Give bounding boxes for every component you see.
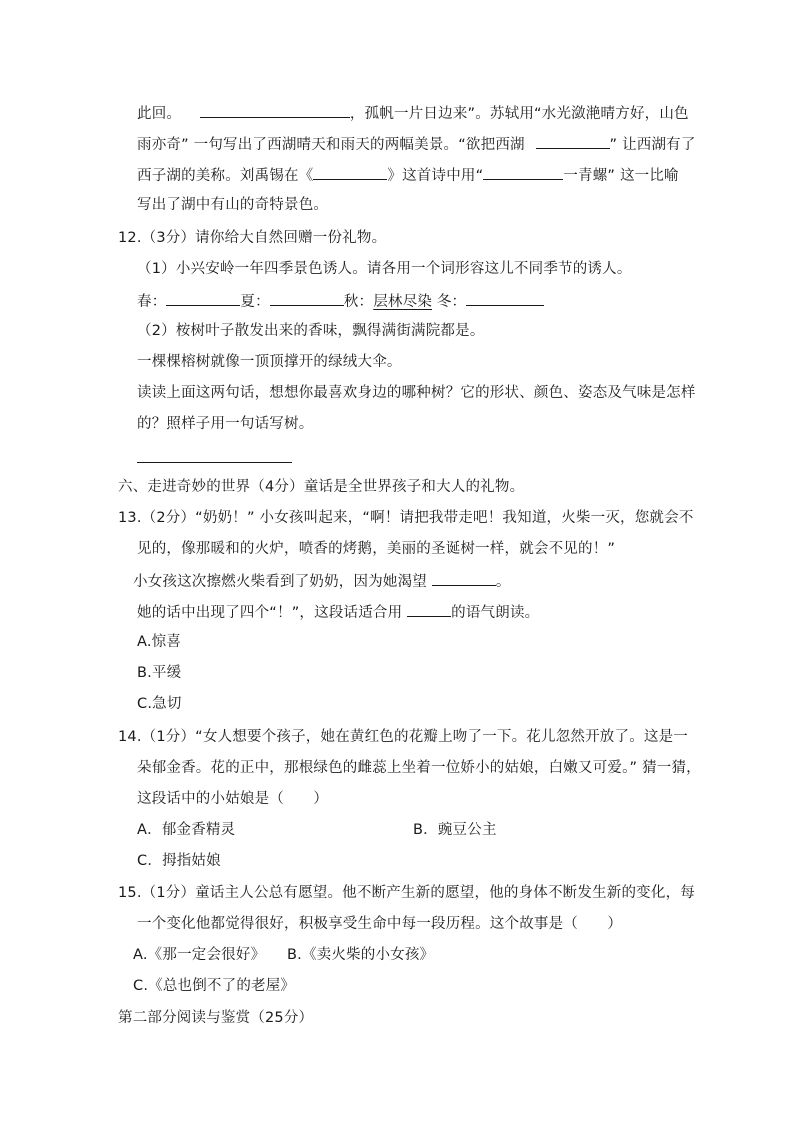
q11-line-3 <box>137 164 679 186</box>
q11-line-1-b: ，孤帆一片日边来”。苏轼用“水光潋滟晴方好，山色 <box>349 106 689 122</box>
q11-line-1 <box>137 102 689 124</box>
autumn-label: 秋： <box>343 294 374 310</box>
answer-blank-4[interactable] <box>483 164 563 180</box>
q13-line-3-b: 。 <box>495 574 511 590</box>
q14-line-1: 14.（1分）“女人想要个孩子，她在黄红色的花瓣上吻了一下。花儿忽然开放了。这是一 <box>118 729 688 745</box>
q12-part2-line3: 读读上面这两句话，想想你最喜欢身边的哪种树？它的形状、颜色、姿态及气味是怎样 <box>137 385 696 401</box>
winter-blank[interactable] <box>466 290 544 306</box>
q12-part2: （2）桉树叶子散发出来的香味，飘得满街满院都是。 <box>137 323 485 339</box>
q15-option-c[interactable]: C.《总也倒不了的老屋》 <box>133 978 296 994</box>
q15-line-1: 15.（1分）童话主人公总有愿望。他不断产生新的愿望，他的身体不断发生新的变化，每 <box>118 885 695 901</box>
q12-part1: （1）小兴安岭一年四季景色诱人。请各用一个词形容这儿不同季节的诱人。 <box>137 261 632 277</box>
answer-blank-2[interactable] <box>536 133 610 149</box>
q14-line-3: 这段话中的小姑娘是（ ） <box>137 791 329 807</box>
q11-line-3-b: 》这首诗中用“ <box>387 168 484 184</box>
q13-line-4 <box>137 601 539 623</box>
q12-part2-line4: 的？照样子用一句话写树。 <box>137 416 314 432</box>
q11-line-2 <box>137 133 696 155</box>
q14-line-2: 朵郁金香。花的正中，那根绿色的雌蕊上坐着一位娇小的姑娘，白嫩又可爱。” 猜一猜， <box>137 760 701 776</box>
q13-line-4-a: 她的话中出现了四个“！”，这段话适合用 <box>137 605 408 621</box>
q13-option-c[interactable]: C.急切 <box>137 696 182 712</box>
answer-blank-3[interactable] <box>313 164 387 180</box>
q11-line-4: 写出了湖中有山的奇特景色。 <box>137 197 329 213</box>
autumn-answer: 层林尽染 <box>373 294 433 310</box>
q15-option-a[interactable]: A.《那一定会很好》 <box>133 947 266 963</box>
q12-seasons-row <box>137 290 544 312</box>
part-2-heading: 第二部分阅读与鉴赏（25分） <box>118 1010 314 1026</box>
q13-line-4-b: 的语气朗读。 <box>451 605 540 621</box>
q15-line-2: 一个变化他都觉得很好，积极享受生命中每一段历程。这个故事是（ ） <box>137 916 623 932</box>
q13-line-1: 13.（2分）“奶奶！” 小女孩叫起来，“啊！请把我带走吧！我知道，火柴一灭，您就会不 <box>118 510 694 526</box>
answer-blank-1[interactable] <box>200 102 350 118</box>
q11-line-2-a: 雨亦奇” 一句写出了西湖晴天和雨天的两幅美景。“欲把西湖 <box>137 137 525 153</box>
q13-blank-1[interactable] <box>432 570 496 586</box>
q14-option-c[interactable]: C．拇指姑娘 <box>137 853 221 869</box>
q12-part2-line2: 一棵棵榕树就像一顶顶撑开的绿绒大伞。 <box>137 354 402 370</box>
section-6-heading: 六、走进奇妙的世界（4分）童话是全世界孩子和大人的礼物。 <box>118 479 525 495</box>
q13-line-3 <box>133 570 511 592</box>
q11-line-3-c: 一青螺” 这一比喻 <box>563 168 679 184</box>
summer-label: 夏： <box>240 294 270 310</box>
q13-line-2: 见的，像那暖和的火炉，喷香的烤鹅，美丽的圣诞树一样，就会不见的！” <box>137 541 616 557</box>
q14-option-b[interactable]: B．豌豆公主 <box>413 822 497 838</box>
spring-blank[interactable] <box>166 290 240 306</box>
q13-option-b[interactable]: B.平缓 <box>137 665 182 681</box>
winter-label: 冬： <box>432 294 467 310</box>
q15-option-b[interactable]: B.《卖火柴的小女孩》 <box>287 947 435 963</box>
spring-label: 春： <box>137 294 167 310</box>
q11-line-3-a: 西子湖的美称。刘禹锡在《 <box>137 168 314 184</box>
q13-line-3-a: 小女孩这次擦燃火柴看到了奶奶，因为她渴望 <box>133 574 432 590</box>
q12-answer-line[interactable] <box>137 462 292 463</box>
q13-option-a[interactable]: A.惊喜 <box>137 634 182 650</box>
summer-blank[interactable] <box>270 290 344 306</box>
q12-stem: 12.（3分）请你给大自然回赠一份礼物。 <box>118 230 387 246</box>
q13-blank-2[interactable] <box>407 601 451 617</box>
q11-line-1-a: 此回。 <box>137 106 182 122</box>
q11-line-2-b: ” 让西湖有了 <box>609 137 696 153</box>
q14-option-a[interactable]: A．郁金香精灵 <box>137 822 236 838</box>
